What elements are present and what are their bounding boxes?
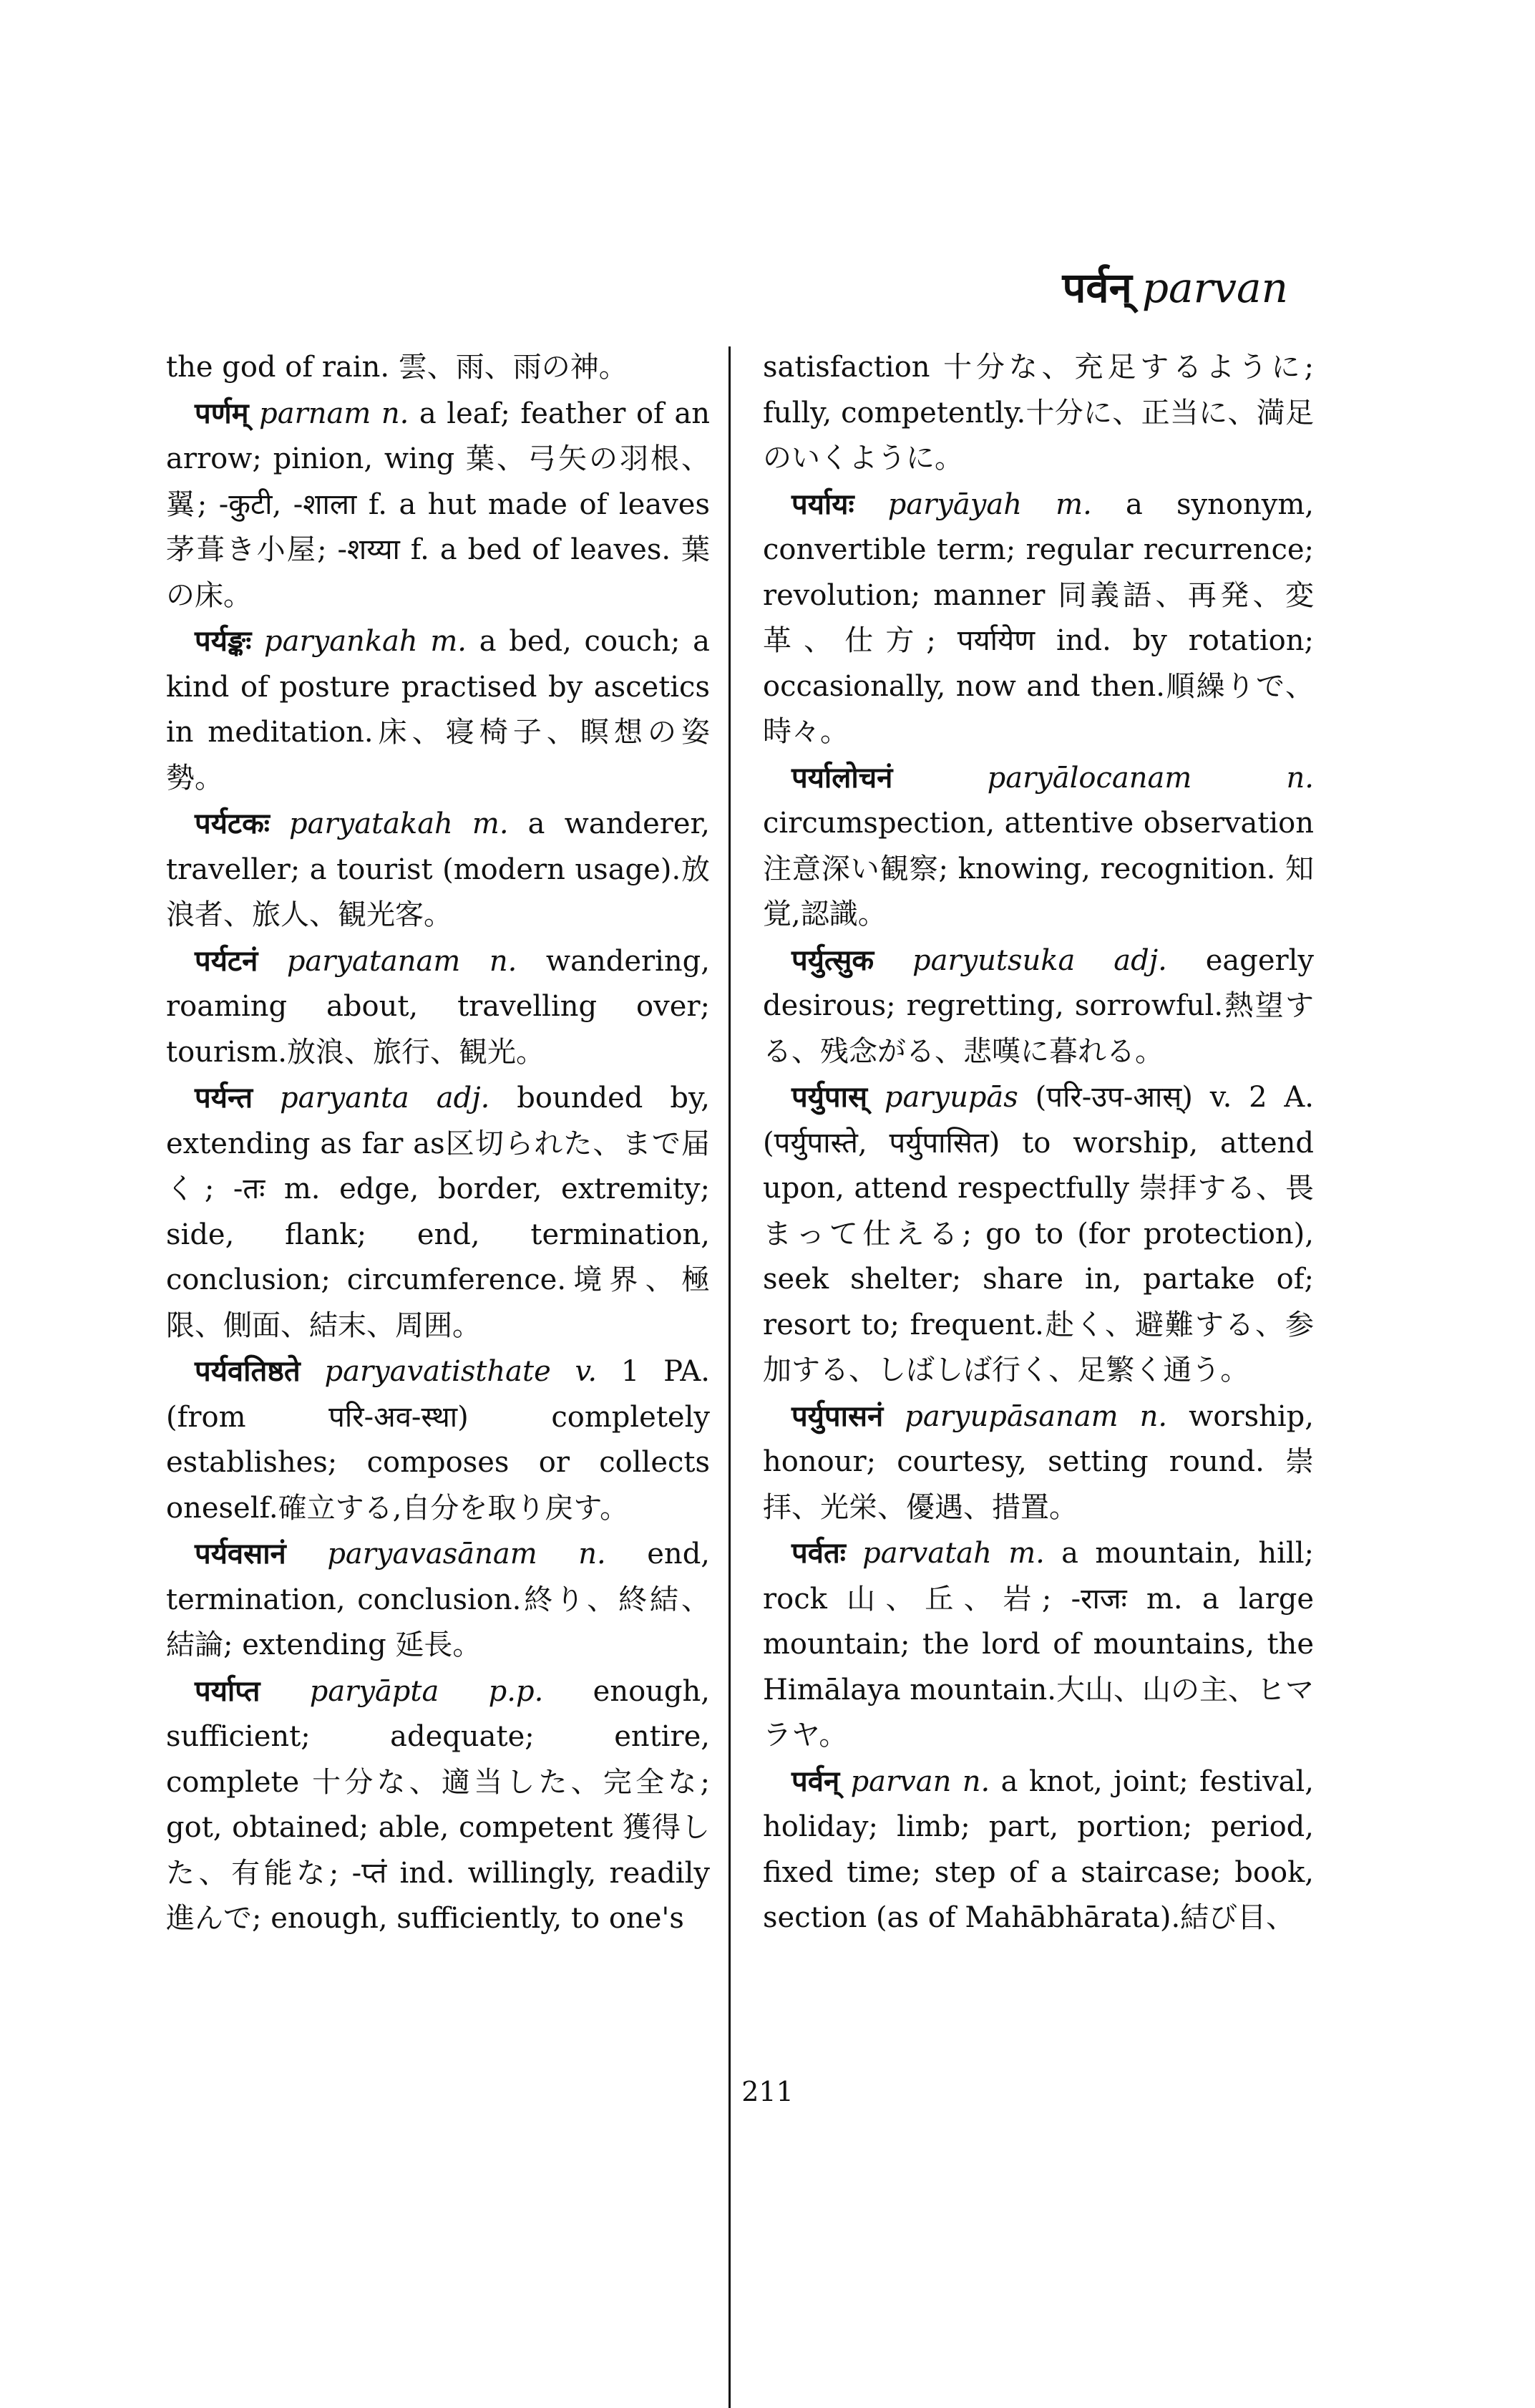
transliteration: paryupāsanam n. bbox=[905, 1399, 1168, 1433]
running-head-devanagari: पर्वन् bbox=[1062, 263, 1132, 312]
transliteration: paryatakah m. bbox=[289, 807, 509, 840]
headword: पर्यवसानं bbox=[195, 1537, 286, 1570]
headword: पर्यालोचनं bbox=[791, 760, 893, 795]
transliteration: parnam n. bbox=[259, 397, 409, 430]
entry bbox=[166, 801, 710, 938]
transliteration: paryavatisthate v. bbox=[324, 1355, 598, 1388]
headword: पर्यटकः bbox=[195, 807, 270, 840]
transliteration: paryanta adj. bbox=[280, 1082, 490, 1115]
headword: पर्युपास् bbox=[791, 1080, 868, 1114]
definition: a leaf; feather of an arrow; pinion, wing 葉、弓矢の羽根、翼; -कुटी, -शाला f. a hut made of leaves 茅葺き小屋; -शय्या f. a bed of leaves. 葉の床。 bbox=[166, 397, 711, 612]
definition: enough, sufficient; adequate; entire, complete 十分な、適当した、完全な; got, obtained; able, competent 獲得した、有能な; -प्तं ind. willingly, readily 進んで; enough, sufficiently, to one's bbox=[166, 1674, 711, 1935]
definition: worship, honour; courtesy, setting round. 崇拝、光栄、優遇、措置。 bbox=[763, 1399, 1315, 1524]
headword: पर्णम् bbox=[195, 396, 249, 430]
definition: eagerly desirous; regretting, sorrowful.熱望する、残念がる、悲嘆に暮れる。 bbox=[763, 943, 1315, 1068]
entry bbox=[763, 938, 1314, 1075]
running-head bbox=[1062, 258, 1288, 314]
entry bbox=[166, 391, 710, 619]
transliteration: paryankah m. bbox=[264, 625, 467, 658]
headword: पर्युपासनं bbox=[791, 1399, 884, 1433]
entry bbox=[763, 1759, 1314, 1941]
definition: a wanderer, traveller; a tourist (modern usage).放浪者、旅人、観光客。 bbox=[166, 807, 710, 931]
running-head-roman: parvan bbox=[1141, 263, 1288, 312]
headword: पर्यङ्कः bbox=[195, 624, 252, 658]
transliteration: paryupās bbox=[884, 1081, 1018, 1114]
entry bbox=[166, 618, 710, 801]
entry bbox=[166, 1669, 710, 1942]
right-column bbox=[763, 345, 1314, 1941]
headword: पर्युत्सुक bbox=[791, 943, 874, 977]
entry bbox=[763, 1074, 1314, 1394]
entry bbox=[763, 1530, 1314, 1759]
transliteration: paryāpta p.p. bbox=[309, 1674, 544, 1708]
headword: पर्यटनं bbox=[195, 943, 258, 978]
transliteration: paryutsuka adj. bbox=[912, 943, 1167, 977]
headword: पर्यवतिष्ठते bbox=[195, 1354, 301, 1388]
entry bbox=[166, 1075, 710, 1349]
definition: end, termination, conclusion.終り、終結、結論; extending 延長。 bbox=[166, 1538, 711, 1661]
page-number: 211 bbox=[741, 2076, 794, 2107]
transliteration: parvatah m. bbox=[862, 1537, 1045, 1570]
transliteration: paryavasānam n. bbox=[327, 1538, 606, 1570]
entry bbox=[763, 1394, 1314, 1531]
definition: circumspection, attentive observation 注意深い観察; knowing, recognition. 知覚,認識。 bbox=[763, 807, 1314, 931]
headword: पर्याप्त bbox=[195, 1674, 260, 1708]
entry bbox=[763, 755, 1314, 938]
definition: 1 PA. (from परि-अव-स्था) completely establishes; composes or collects oneself.確立する,自分を取り戻す。 bbox=[166, 1355, 710, 1525]
entry-continuation: satisfaction 十分な、充足するように; fully, competently.十分に、正当に、満足のいくように。 bbox=[763, 351, 1314, 475]
headword: पर्यन्त bbox=[195, 1081, 253, 1115]
entry bbox=[763, 482, 1314, 755]
definition: a bed, couch; a kind of posture practised by ascetics in meditation.床、寝椅子、瞑想の姿勢。 bbox=[166, 625, 710, 795]
entry bbox=[166, 1531, 710, 1669]
transliteration: paryāyah m. bbox=[887, 487, 1092, 521]
entry-continuation: the god of rain. 雲、雨、雨の神。 bbox=[166, 351, 628, 384]
definition: a mountain, hill; rock 山、丘、岩; -राजः m. a large mountain; the lord of mountains, the Himālaya mountain.大山、山の主、ヒマラヤ。 bbox=[763, 1537, 1314, 1752]
headword: पर्यायः bbox=[791, 487, 854, 521]
entry bbox=[166, 938, 710, 1076]
definition: a knot, joint; festival, holiday; limb; part, portion; period, fixed time; step of a staircase; book, section (as of Mahābhārata).結び目、 bbox=[763, 1764, 1314, 1934]
headword: पर्वतः bbox=[791, 1536, 846, 1570]
definition: bounded by, extending as far as区切られた、まで届く; -तः m. edge, border, extremity; side, flank; end, termination, conclusion; circumference.境界、極限、側面、結末、周囲。 bbox=[166, 1082, 710, 1342]
entry bbox=[166, 1349, 710, 1531]
definition: a synonym, convertible term; regular recurrence; revolution; manner 同義語、再発、変革、仕方; पर्यायेण ind. by rotation; occasionally, now and then.順繰りで、時々。 bbox=[763, 487, 1314, 748]
transliteration: paryatanam n. bbox=[286, 944, 517, 978]
transliteration: parvan n. bbox=[850, 1764, 990, 1798]
left-column bbox=[166, 345, 710, 1942]
headword: पर्वन् bbox=[791, 1764, 840, 1798]
definition: (परि-उप-आस्) v. 2 A. (पर्युपास्ते, पर्युपासित) to worship, attend upon, attend respectfully 崇拝する、畏まって仕える; go to (for protection), seek shelter; share in, partake of; resort to; frequent.赴く、避難する、参加する、しばしば行く、足繁く通う。 bbox=[763, 1081, 1315, 1387]
transliteration: paryālocanam n. bbox=[987, 761, 1314, 795]
definition: wandering, roaming about, travelling over; tourism.放浪、旅行、観光。 bbox=[166, 944, 710, 1069]
